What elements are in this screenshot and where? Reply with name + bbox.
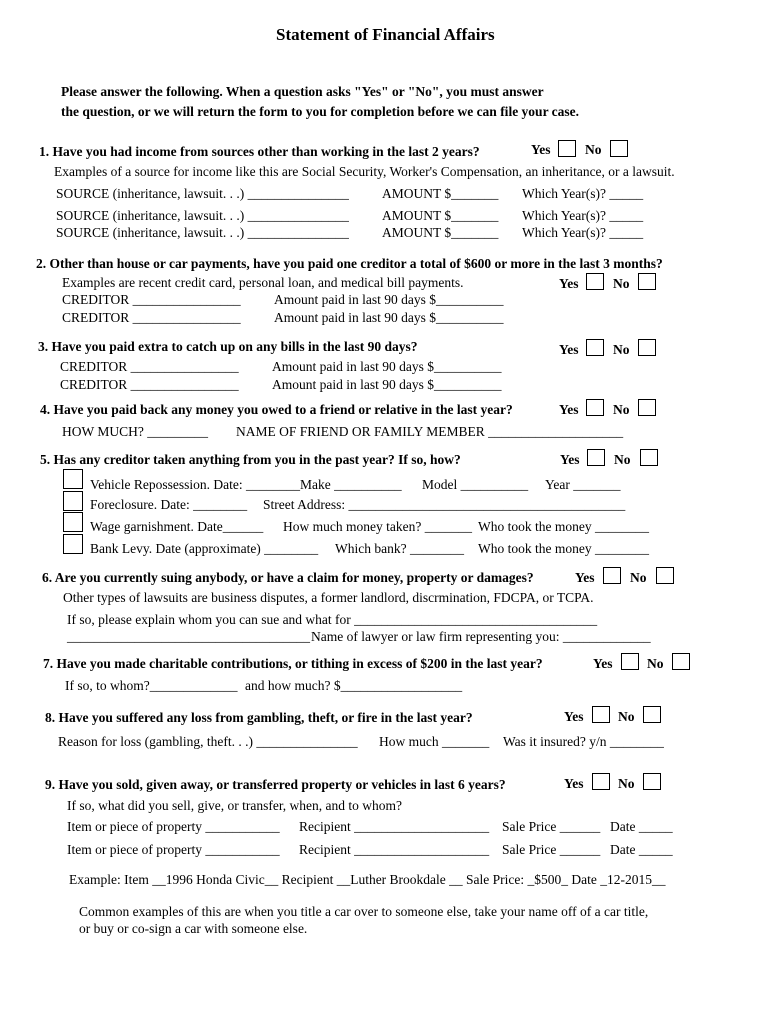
q5-foreclosure-address[interactable]: Street Address: _________________________________________: [263, 497, 626, 512]
q5-wage-how-much[interactable]: How much money taken? _______: [283, 519, 472, 534]
q5-repossession-model[interactable]: Model __________: [422, 477, 529, 492]
q6-no-checkbox[interactable]: [656, 567, 674, 584]
q8-how-much[interactable]: How much _______: [379, 734, 490, 749]
q9-recipient-2[interactable]: Recipient ____________________: [299, 842, 490, 857]
q4-friend-name[interactable]: NAME OF FRIEND OR FAMILY MEMBER ____________________: [236, 424, 624, 439]
q5-wage-who[interactable]: Who took the money ________: [478, 519, 649, 534]
q5-wage-checkbox[interactable]: [63, 512, 83, 532]
q4-question: 4. Have you paid back any money you owed to a friend or relative in the last year?: [40, 402, 513, 417]
q1-source-2[interactable]: SOURCE (inheritance, lawsuit. . .) _______________: [56, 208, 349, 223]
q9-item-1[interactable]: Item or piece of property ___________: [67, 819, 280, 834]
q8-question: 8. Have you suffered any loss from gambling, theft, or fire in the last year?: [45, 710, 473, 725]
q5-repossession-checkbox[interactable]: [63, 469, 83, 489]
q9-common-line-2: or buy or co-sign a car with someone else.: [79, 921, 308, 936]
q5-foreclosure-date[interactable]: Foreclosure. Date: ________: [90, 497, 248, 512]
q7-how-much[interactable]: and how much? $__________________: [245, 678, 463, 693]
q3-no-label: No: [613, 342, 630, 357]
q1-source-3[interactable]: SOURCE (inheritance, lawsuit. . .) _______________: [56, 225, 349, 240]
q5-repossession-year[interactable]: Year _______: [545, 477, 621, 492]
q2-yes-label: Yes: [559, 276, 579, 291]
q9-price-2[interactable]: Sale Price ______: [502, 842, 601, 857]
q3-creditor-1[interactable]: CREDITOR ________________: [60, 359, 239, 374]
q9-item-2[interactable]: Item or piece of property ___________: [67, 842, 280, 857]
q9-example: Example: Item __1996 Honda Civic__ Recipient __Luther Brookdale __ Sale Price: _$500_ Date _12-2015__: [69, 872, 666, 887]
q2-examples: Examples are recent credit card, personal loan, and medical bill payments.: [62, 275, 464, 290]
q2-creditor-2[interactable]: CREDITOR ________________: [62, 310, 241, 325]
q8-no-checkbox[interactable]: [643, 706, 661, 723]
q6-yes-checkbox[interactable]: [603, 567, 621, 584]
q2-creditor-1[interactable]: CREDITOR ________________: [62, 292, 241, 307]
q4-no-label: No: [613, 402, 630, 417]
q3-question: 3. Have you paid extra to catch up on any bills in the last 90 days?: [38, 339, 418, 354]
q6-no-label: No: [630, 570, 647, 585]
q2-no-label: No: [613, 276, 630, 291]
q9-no-checkbox[interactable]: [643, 773, 661, 790]
q9-recipient-1[interactable]: Recipient ____________________: [299, 819, 490, 834]
q6-lawyer[interactable]: Name of lawyer or law firm representing you: _____________: [311, 629, 651, 644]
q9-yes-checkbox[interactable]: [592, 773, 610, 790]
q3-creditor-2[interactable]: CREDITOR ________________: [60, 377, 239, 392]
q1-year-2[interactable]: Which Year(s)? _____: [522, 208, 644, 223]
q5-repossession-date-make[interactable]: Vehicle Repossession. Date: ________Make __________: [90, 477, 402, 492]
q5-levy-date[interactable]: Bank Levy. Date (approximate) ________: [90, 541, 319, 556]
q1-no-label: No: [585, 142, 602, 157]
q4-yes-label: Yes: [559, 402, 579, 417]
page-title: Statement of Financial Affairs: [276, 25, 495, 44]
q1-no-checkbox[interactable]: [610, 140, 628, 157]
q3-yes-checkbox[interactable]: [586, 339, 604, 356]
q8-insured[interactable]: Was it insured? y/n ________: [503, 734, 664, 749]
q1-amount-1[interactable]: AMOUNT $_______: [382, 186, 499, 201]
q8-yes-label: Yes: [564, 709, 584, 724]
q2-yes-checkbox[interactable]: [586, 273, 604, 290]
q7-no-checkbox[interactable]: [672, 653, 690, 670]
q9-if-so: If so, what did you sell, give, or transfer, when, and to whom?: [67, 798, 403, 813]
q3-amount-2[interactable]: Amount paid in last 90 days $__________: [272, 377, 502, 392]
q5-levy-checkbox[interactable]: [63, 534, 83, 554]
q8-reason[interactable]: Reason for loss (gambling, theft. . .) _______________: [58, 734, 358, 749]
q3-amount-1[interactable]: Amount paid in last 90 days $__________: [272, 359, 502, 374]
q5-no-label: No: [614, 452, 631, 467]
q2-no-checkbox[interactable]: [638, 273, 656, 290]
q2-amount-2[interactable]: Amount paid in last 90 days $__________: [274, 310, 504, 325]
q6-other-lawsuits: Other types of lawsuits are business disputes, a former landlord, discrmination, FDCPA, or TCPA.: [63, 590, 594, 605]
q1-amount-2[interactable]: AMOUNT $_______: [382, 208, 499, 223]
q8-no-label: No: [618, 709, 635, 724]
q5-foreclosure-checkbox[interactable]: [63, 491, 83, 511]
q6-explain-blank[interactable]: ____________________________________: [67, 629, 310, 644]
q5-yes-label: Yes: [560, 452, 580, 467]
q5-levy-who[interactable]: Who took the money ________: [478, 541, 649, 556]
q6-question: 6. Are you currently suing anybody, or have a claim for money, property or damages?: [42, 570, 534, 585]
q4-no-checkbox[interactable]: [638, 399, 656, 416]
q1-year-3[interactable]: Which Year(s)? _____: [522, 225, 644, 240]
intro-line-2: the question, or we will return the form to you for completion before we can file your case.: [61, 104, 580, 119]
q1-yes-checkbox[interactable]: [558, 140, 576, 157]
q1-yes-label: Yes: [531, 142, 551, 157]
q1-source-1[interactable]: SOURCE (inheritance, lawsuit. . .) _______________: [56, 186, 349, 201]
q7-whom[interactable]: If so, to whom?_____________: [65, 678, 238, 693]
q1-year-1[interactable]: Which Year(s)? _____: [522, 186, 644, 201]
q6-explain[interactable]: If so, please explain whom you can sue and what for ____________________________________: [67, 612, 598, 627]
q3-no-checkbox[interactable]: [638, 339, 656, 356]
q9-question: 9. Have you sold, given away, or transferred property or vehicles in last 6 years?: [45, 777, 506, 792]
q2-question: 2. Other than house or car payments, have you paid one creditor a total of $600 or more in the last 3 months?: [36, 256, 663, 271]
q9-date-1[interactable]: Date _____: [610, 819, 673, 834]
q6-yes-label: Yes: [575, 570, 595, 585]
q3-yes-label: Yes: [559, 342, 579, 357]
q9-yes-label: Yes: [564, 776, 584, 791]
q1-question: 1. Have you had income from sources other than working in the last 2 years?: [39, 144, 480, 159]
q4-how-much[interactable]: HOW MUCH? _________: [62, 424, 208, 439]
q5-levy-bank[interactable]: Which bank? ________: [335, 541, 464, 556]
q4-yes-checkbox[interactable]: [586, 399, 604, 416]
q9-no-label: No: [618, 776, 635, 791]
q9-price-1[interactable]: Sale Price ______: [502, 819, 601, 834]
q8-yes-checkbox[interactable]: [592, 706, 610, 723]
q7-yes-checkbox[interactable]: [621, 653, 639, 670]
q5-yes-checkbox[interactable]: [587, 449, 605, 466]
q5-wage-date[interactable]: Wage garnishment. Date______: [90, 519, 264, 534]
q7-question: 7. Have you made charitable contributions, or tithing in excess of $200 in the last year?: [43, 656, 543, 671]
q5-question: 5. Has any creditor taken anything from you in the past year? If so, how?: [40, 452, 461, 467]
q9-common-line-1: Common examples of this are when you title a car over to someone else, take your name off of a car title,: [79, 904, 649, 919]
q1-examples: Examples of a source for income like this are Social Security, Worker's Compensation, an inheritance, or a lawsuit.: [54, 164, 675, 179]
q9-date-2[interactable]: Date _____: [610, 842, 673, 857]
q7-yes-label: Yes: [593, 656, 613, 671]
q1-amount-3[interactable]: AMOUNT $_______: [382, 225, 499, 240]
intro-line-1: Please answer the following. When a question asks "Yes" or "No", you must answer: [61, 84, 544, 99]
q5-no-checkbox[interactable]: [640, 449, 658, 466]
q2-amount-1[interactable]: Amount paid in last 90 days $__________: [274, 292, 504, 307]
q7-no-label: No: [647, 656, 664, 671]
